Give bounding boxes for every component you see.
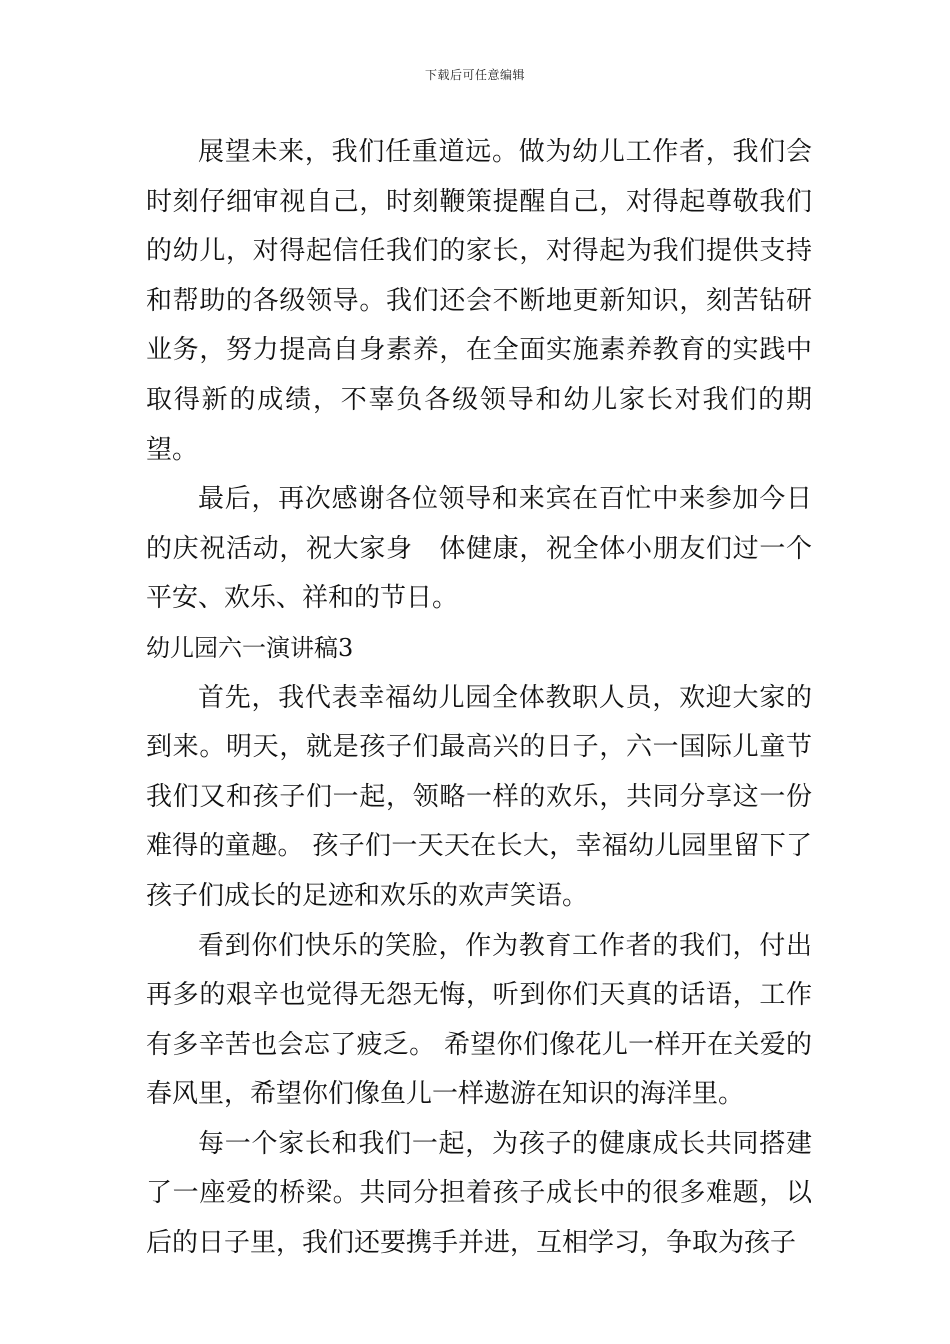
section-heading: 幼儿园六一演讲稿3 xyxy=(146,633,354,662)
paragraph-parents-bridge: 每一个家长和我们一起，为孩子的健康成长共同搭建了一座爱的桥梁。共同分担着孩子成长中的很多难题，以后的日子里，我们还要携手并进，互相学习，争取为孩子 xyxy=(146,1128,812,1259)
document-body xyxy=(146,128,812,1269)
paragraph-future-outlook: 展望未来，我们任重道远。做为幼儿工作者，我们会时刻仔细审视自己，时刻鞭策提醒自己，对得起尊敬我们的幼儿，对得起信任我们的家长，对得起为我们提供支持和帮助的各级领导。我们还会不断地更新知识，刻苦钻研业务，努力提高自身素养，在全面实施素养教育的实践中取得新的成绩，不辜负各级领导和幼儿家长对我们的期望。 xyxy=(146,137,812,465)
paragraph-welcome: 首先，我代表幸福幼儿园全体教职人员，欢迎大家的到来。明天，就是孩子们最高兴的日子，六一国际儿童节我们又和孩子们一起，领略一样的欢乐，共同分享这一份难得的童趣。 孩子们一天天在长大，幸福幼儿园里留下了孩子们成长的足迹和欢乐的欢声笑语。 xyxy=(146,682,812,911)
page-header-note: 下载后可任意编辑 xyxy=(424,68,525,82)
paragraph-smiling-faces: 看到你们快乐的笑脸，作为教育工作者的我们，付出再多的艰辛也觉得无怨无悔，听到你们天真的话语，工作有多辛苦也会忘了疲乏。 希望你们像花儿一样开在关爱的春风里，希望你们像鱼儿一样遨游在知识的海洋里。 xyxy=(146,930,812,1110)
paragraph-closing-thanks: 最后，再次感谢各位领导和来宾在百忙中来参加今日的庆祝活动，祝大家身 体健康，祝全体小朋友们过一个平安、欢乐、祥和的节日。 xyxy=(146,484,812,614)
